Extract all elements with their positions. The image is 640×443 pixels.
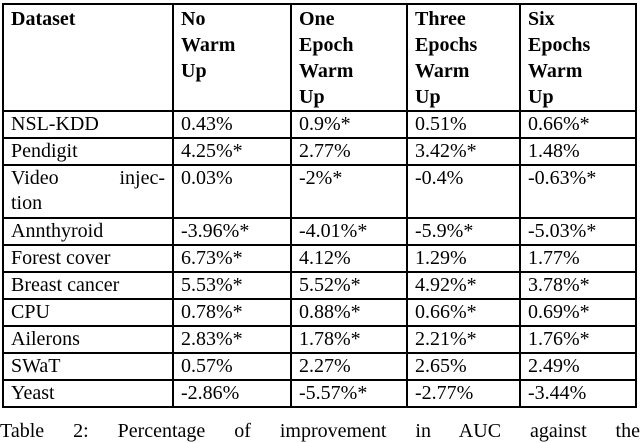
value-cell: 1.78%* — [291, 326, 407, 353]
value-cell: 0.66%* — [407, 299, 520, 326]
value-cell: 0.78%* — [173, 299, 291, 326]
value-cell: 0.03% — [173, 165, 291, 218]
header-line: Up — [528, 86, 554, 108]
value-cell: -0.63%* — [520, 165, 636, 218]
col-header-six-epochs-warm-up — [520, 4, 636, 111]
dataset-cell: Ailerons — [3, 326, 173, 353]
table-row-swat — [3, 353, 636, 380]
dataset-cell: Breast cancer — [3, 272, 173, 299]
table-row-yeast — [3, 380, 636, 407]
dataset-label-line: tion — [11, 192, 43, 214]
table-row-breast-cancer — [3, 272, 636, 299]
header-line: Epochs — [415, 34, 478, 56]
header-line: Six — [528, 8, 555, 30]
header-line: Warm — [181, 34, 236, 56]
table-row-pendigit — [3, 138, 636, 165]
value-cell: -2.77% — [407, 380, 520, 407]
dataset-cell: Pendigit — [3, 138, 173, 165]
header-line: No — [181, 8, 206, 30]
value-cell: 2.21%* — [407, 326, 520, 353]
header-line: Up — [181, 60, 207, 82]
header-line: Epochs — [528, 34, 591, 56]
header-line: Up — [415, 86, 441, 108]
dataset-cell: Forest cover — [3, 245, 173, 272]
dataset-cell: CPU — [3, 299, 173, 326]
value-cell: 2.49% — [520, 353, 636, 380]
value-cell: 3.42%* — [407, 138, 520, 165]
value-cell: 4.12% — [291, 245, 407, 272]
value-cell: 1.48% — [520, 138, 636, 165]
dataset-cell: Yeast — [3, 380, 173, 407]
value-cell: -5.03%* — [520, 218, 636, 245]
value-cell: 2.77% — [291, 138, 407, 165]
value-cell: 1.76%* — [520, 326, 636, 353]
header-line: One — [299, 8, 335, 30]
value-cell: -0.4% — [407, 165, 520, 218]
dataset-label-line: Video injec- — [11, 167, 165, 189]
col-header-no-warm-up — [173, 4, 291, 111]
col-header-one-epoch-warm-up — [291, 4, 407, 111]
value-cell: 4.92%* — [407, 272, 520, 299]
value-cell: -3.96%* — [173, 218, 291, 245]
value-cell: -2.86% — [173, 380, 291, 407]
table-row-nsl-kdd — [3, 111, 636, 138]
header-line: Up — [299, 86, 325, 108]
dataset-cell: SWaT — [3, 353, 173, 380]
value-cell: 0.66%* — [520, 111, 636, 138]
table-row-forest-cover — [3, 245, 636, 272]
value-cell: 5.53%* — [173, 272, 291, 299]
value-cell: -5.57%* — [291, 380, 407, 407]
header-line: Dataset — [11, 8, 76, 30]
value-cell: -4.01%* — [291, 218, 407, 245]
value-cell: 5.52%* — [291, 272, 407, 299]
value-cell: 0.43% — [173, 111, 291, 138]
value-cell: 0.51% — [407, 111, 520, 138]
value-cell: 2.65% — [407, 353, 520, 380]
table-row-annthyroid — [3, 218, 636, 245]
value-cell: 1.77% — [520, 245, 636, 272]
dataset-cell — [3, 165, 173, 218]
dataset-cell: NSL-KDD — [3, 111, 173, 138]
header-row — [3, 4, 636, 111]
value-cell: -2%* — [291, 165, 407, 218]
col-header-three-epochs-warm-up — [407, 4, 520, 111]
value-cell: -5.9%* — [407, 218, 520, 245]
value-cell: 3.78%* — [520, 272, 636, 299]
value-cell: 0.69%* — [520, 299, 636, 326]
value-cell: -3.44% — [520, 380, 636, 407]
col-header-dataset — [3, 4, 173, 111]
value-cell: 2.83%* — [173, 326, 291, 353]
value-cell: 4.25%* — [173, 138, 291, 165]
table-row-cpu — [3, 299, 636, 326]
dataset-cell: Annthyroid — [3, 218, 173, 245]
value-cell: 0.9%* — [291, 111, 407, 138]
header-line: Epoch — [299, 34, 354, 56]
header-line: Warm — [415, 60, 470, 82]
value-cell: 1.29% — [407, 245, 520, 272]
header-line: Warm — [528, 60, 583, 82]
table-caption: Table 2: Percentage of improvement in AUC against the — [0, 420, 640, 442]
header-line: Warm — [299, 60, 354, 82]
value-cell: 0.57% — [173, 353, 291, 380]
table-row-video-injection — [3, 165, 636, 218]
results-table — [2, 3, 637, 408]
value-cell: 6.73%* — [173, 245, 291, 272]
value-cell: 2.27% — [291, 353, 407, 380]
table-row-ailerons — [3, 326, 636, 353]
header-line: Three — [415, 8, 466, 30]
value-cell: 0.88%* — [291, 299, 407, 326]
